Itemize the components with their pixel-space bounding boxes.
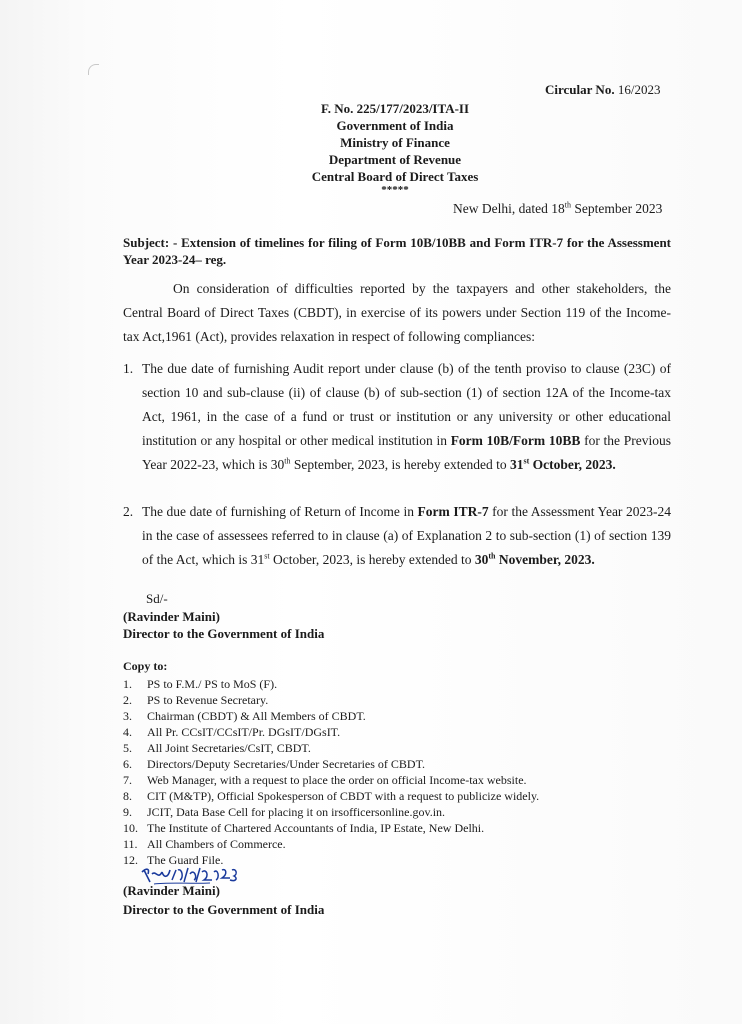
copy-to-item: 5. All Joint Secretaries/CsIT, CBDT. <box>123 741 311 755</box>
copy-to-title: Copy to: <box>123 659 168 673</box>
copy-to-item: 6. Directors/Deputy Secretaries/Under Secretaries of CBDT. <box>123 757 426 771</box>
list-item: 1. The due date of furnishing Audit report under clause (b) of the tenth proviso to clause (23C) of section 10 and sub-clause (ii) of clause (b) of sub-section (1) of section 12A of the Income-tax Act, 1961, in the case of a fund or trust or institution or any university or other educational institution or any hospital or other medical institution in Form 10B/Form 10BB for the Previous Year 2022-23, which is 30th September, 2023, is hereby extended to 31st October, 2023. <box>123 357 671 477</box>
signatory-title: Director to the Government of India <box>123 626 325 641</box>
signed-mark: Sd/- <box>146 591 168 606</box>
copy-to-item: 7. Web Manager, with a request to place the order on official Income-tax website. <box>123 773 527 787</box>
copy-to-list <box>123 676 539 868</box>
file-number: F. No. 225/177/2023/ITA-II <box>320 101 470 116</box>
copy-to-item: 11. All Chambers of Commerce. <box>123 837 286 851</box>
list-item-text: The due date of furnishing Audit report under clause (b) of the tenth proviso to clause (23C) of section 10 and sub-clause (ii) of clause (b) of sub-section (1) of section 12A of the Income-tax Act, 1961, in the case of a fund or trust or institution or any university or other educational institution or any hospital or other medical institution in Form 10B/Form 10BB for the Previous Year 2022-23, which is 30th September, 2023, is hereby extended to 31st October, 2023. <box>142 361 671 472</box>
circular-number: Circular No. 16/2023 <box>545 82 661 97</box>
page-corner-mark <box>88 64 99 75</box>
ministry-line: Ministry of Finance <box>340 135 450 150</box>
list-item: 2. The due date of furnishing of Return of Income in Form ITR-7 for the Assessment Year 2023-24 in the case of assessees referred to in clause (a) of Explanation 2 to sub-section (1) of section 139 of the Act, which is 31st October, 2023, is hereby extended to 30th November, 2023. <box>123 500 671 572</box>
copy-to-item: 1. PS to F.M./ PS to MoS (F). <box>123 677 278 691</box>
copy-to-item: 12. The Guard File. <box>123 853 224 867</box>
intro-paragraph: On consideration of difficulties reported by the taxpayers and other stakeholders, the Central Board of Direct Taxes (CBDT), in exercise of its powers under Section 119 of the Income-tax Act,1961 (Act), provides relaxation in respect of following compliances: <box>123 281 671 344</box>
department-line: Department of Revenue <box>328 152 462 167</box>
signatory-title-2: Director to the Government of India <box>123 902 325 917</box>
copy-to-item: 2. PS to Revenue Secretary. <box>123 693 269 707</box>
government-line: Government of India <box>336 118 454 133</box>
copy-to-item: 4. All Pr. CCsIT/CCsIT/Pr. DGsIT/DGsIT. <box>123 725 341 739</box>
copy-to-item: 10. The Institute of Chartered Accountants of India, IP Estate, New Delhi. <box>123 821 485 835</box>
subject-line: Subject: - Extension of timelines for filing of Form 10B/10BB and Form ITR-7 for the Assessment Year 2023-24– reg. <box>123 235 671 267</box>
board-line: Central Board of Direct Taxes <box>311 169 479 184</box>
separator-stars: ***** <box>381 184 409 196</box>
signatory-name: (Ravinder Maini) <box>123 609 220 624</box>
list-item-text: The due date of furnishing of Return of Income in Form ITR-7 for the Assessment Year 2023-24 in the case of assessees referred to in clause (a) of Explanation 2 to sub-section (1) of section 139 of the Act, which is 31st October, 2023, is hereby extended to 30th November, 2023. <box>142 504 671 567</box>
copy-to-item: 8. CIT (M&TP), Official Spokesperson of CBDT with a request to publicize widely. <box>123 789 540 803</box>
copy-to-item: 3. Chairman (CBDT) & All Members of CBDT. <box>123 709 366 723</box>
date-line: New Delhi, dated 18th September 2023 <box>453 200 663 216</box>
copy-to-item: 9. JCIT, Data Base Cell for placing it on irsofficersonline.gov.in. <box>123 805 446 819</box>
signatory-name-2: (Ravinder Maini) <box>123 883 220 898</box>
